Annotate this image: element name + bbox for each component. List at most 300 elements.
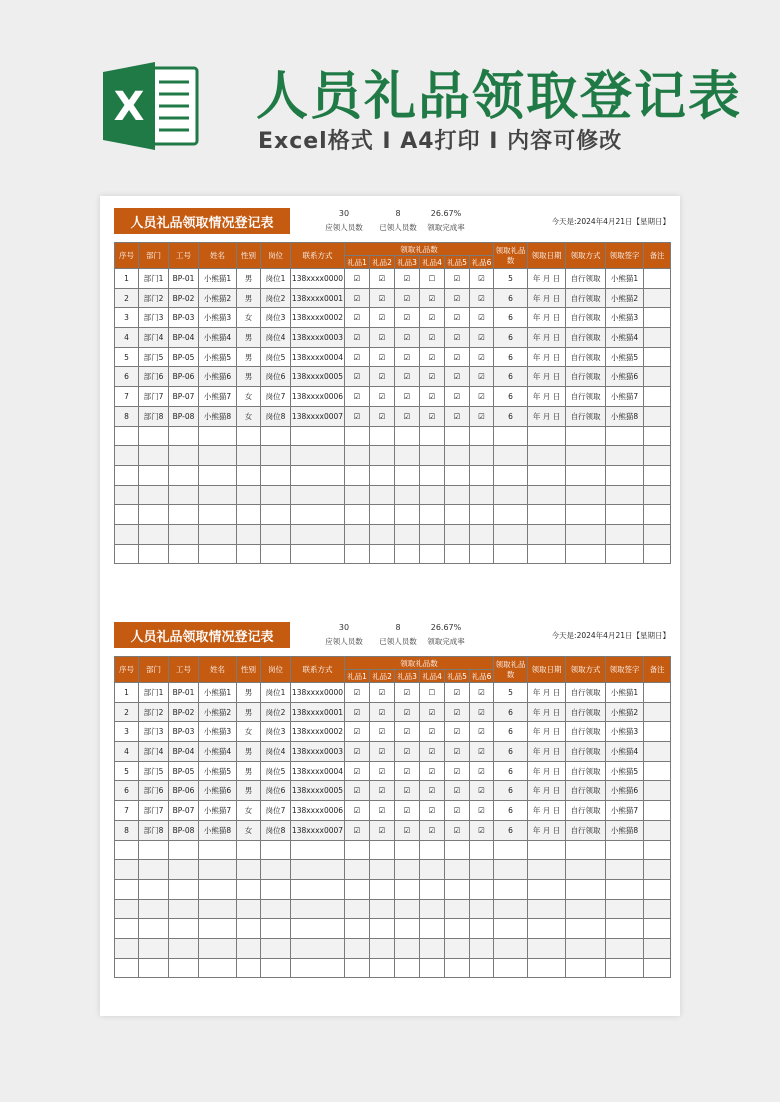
cell-empty[interactable] xyxy=(644,465,671,485)
cell-empty[interactable] xyxy=(644,544,671,564)
cell-empty[interactable] xyxy=(237,860,261,880)
cell-empty[interactable] xyxy=(370,899,395,919)
gift-checkbox[interactable]: ☑ xyxy=(445,308,470,328)
cell-empty[interactable] xyxy=(470,426,494,446)
cell-empty[interactable] xyxy=(644,919,671,939)
cell-empty[interactable] xyxy=(528,505,566,525)
cell-empty[interactable] xyxy=(395,840,420,860)
gift-checkbox[interactable]: ☑ xyxy=(345,801,370,821)
gift-checkbox[interactable]: ☑ xyxy=(370,801,395,821)
cell-empty[interactable] xyxy=(445,958,470,978)
cell-empty[interactable] xyxy=(494,524,528,544)
gift-checkbox[interactable]: ☑ xyxy=(395,288,420,308)
cell-empty[interactable] xyxy=(199,446,237,466)
gift-checkbox[interactable]: ☑ xyxy=(370,367,395,387)
cell-empty[interactable] xyxy=(606,860,644,880)
cell-empty[interactable] xyxy=(139,860,169,880)
cell-empty[interactable] xyxy=(470,544,494,564)
gift-checkbox[interactable]: ☑ xyxy=(420,722,445,742)
cell-empty[interactable] xyxy=(606,938,644,958)
cell-empty[interactable] xyxy=(370,879,395,899)
gift-checkbox[interactable]: ☑ xyxy=(420,367,445,387)
cell-empty[interactable] xyxy=(528,485,566,505)
cell-empty[interactable] xyxy=(199,524,237,544)
gift-checkbox[interactable]: ☑ xyxy=(420,406,445,426)
cell-empty[interactable] xyxy=(115,919,139,939)
gift-checkbox[interactable]: ☑ xyxy=(345,387,370,407)
cell-empty[interactable] xyxy=(115,544,139,564)
cell-empty[interactable] xyxy=(445,544,470,564)
cell-empty[interactable] xyxy=(395,919,420,939)
gift-checkbox[interactable]: ☑ xyxy=(395,722,420,742)
cell-empty[interactable] xyxy=(445,899,470,919)
cell-empty[interactable] xyxy=(606,446,644,466)
cell-empty[interactable] xyxy=(237,938,261,958)
cell-empty[interactable] xyxy=(237,465,261,485)
cell-empty[interactable] xyxy=(115,426,139,446)
cell-empty[interactable] xyxy=(470,860,494,880)
cell-empty[interactable] xyxy=(644,446,671,466)
gift-checkbox[interactable]: ☑ xyxy=(445,367,470,387)
gift-checkbox[interactable]: ☑ xyxy=(345,722,370,742)
gift-checkbox[interactable]: ☑ xyxy=(445,347,470,367)
gift-checkbox[interactable]: ☑ xyxy=(395,781,420,801)
cell-empty[interactable] xyxy=(237,505,261,525)
cell-empty[interactable] xyxy=(291,879,345,899)
gift-checkbox[interactable]: ☑ xyxy=(370,387,395,407)
gift-checkbox[interactable]: ☑ xyxy=(345,308,370,328)
cell-empty[interactable] xyxy=(445,879,470,899)
gift-checkbox[interactable]: ☑ xyxy=(445,288,470,308)
cell-empty[interactable] xyxy=(345,524,370,544)
gift-checkbox[interactable]: ☑ xyxy=(445,269,470,289)
cell-empty[interactable] xyxy=(261,879,291,899)
cell-empty[interactable] xyxy=(169,485,199,505)
cell-empty[interactable] xyxy=(291,485,345,505)
cell-empty[interactable] xyxy=(644,426,671,446)
gift-checkbox[interactable]: ☑ xyxy=(445,820,470,840)
cell-empty[interactable] xyxy=(115,958,139,978)
gift-checkbox[interactable]: ☑ xyxy=(370,820,395,840)
cell-empty[interactable] xyxy=(420,840,445,860)
cell-empty[interactable] xyxy=(169,899,199,919)
cell-empty[interactable] xyxy=(345,899,370,919)
cell-empty[interactable] xyxy=(370,544,395,564)
cell-empty[interactable] xyxy=(606,958,644,978)
cell-empty[interactable] xyxy=(370,505,395,525)
cell-empty[interactable] xyxy=(345,938,370,958)
gift-checkbox[interactable]: ☑ xyxy=(370,347,395,367)
cell-empty[interactable] xyxy=(370,840,395,860)
cell-empty[interactable] xyxy=(606,919,644,939)
cell-empty[interactable] xyxy=(370,860,395,880)
cell-empty[interactable] xyxy=(395,860,420,880)
cell-empty[interactable] xyxy=(644,879,671,899)
gift-checkbox[interactable]: ☑ xyxy=(395,308,420,328)
gift-checkbox[interactable]: ☑ xyxy=(470,761,494,781)
cell-empty[interactable] xyxy=(345,860,370,880)
gift-checkbox[interactable]: ☑ xyxy=(345,761,370,781)
cell-empty[interactable] xyxy=(445,860,470,880)
gift-checkbox[interactable]: ☐ xyxy=(420,683,445,703)
cell-empty[interactable] xyxy=(199,840,237,860)
cell-empty[interactable] xyxy=(395,485,420,505)
cell-empty[interactable] xyxy=(261,958,291,978)
gift-checkbox[interactable]: ☑ xyxy=(370,761,395,781)
cell-empty[interactable] xyxy=(528,524,566,544)
cell-empty[interactable] xyxy=(644,860,671,880)
gift-checkbox[interactable]: ☑ xyxy=(345,347,370,367)
cell-empty[interactable] xyxy=(566,485,606,505)
cell-empty[interactable] xyxy=(291,919,345,939)
cell-empty[interactable] xyxy=(139,524,169,544)
cell-empty[interactable] xyxy=(291,840,345,860)
cell-empty[interactable] xyxy=(528,544,566,564)
cell-empty[interactable] xyxy=(139,544,169,564)
cell-empty[interactable] xyxy=(420,426,445,446)
cell-empty[interactable] xyxy=(291,958,345,978)
cell-empty[interactable] xyxy=(291,465,345,485)
cell-empty[interactable] xyxy=(237,899,261,919)
cell-empty[interactable] xyxy=(345,544,370,564)
gift-checkbox[interactable]: ☑ xyxy=(445,406,470,426)
cell-empty[interactable] xyxy=(199,958,237,978)
cell-empty[interactable] xyxy=(199,938,237,958)
cell-empty[interactable] xyxy=(528,958,566,978)
cell-empty[interactable] xyxy=(606,426,644,446)
cell-empty[interactable] xyxy=(395,465,420,485)
cell-empty[interactable] xyxy=(139,958,169,978)
cell-empty[interactable] xyxy=(644,524,671,544)
gift-checkbox[interactable]: ☑ xyxy=(470,781,494,801)
gift-checkbox[interactable]: ☑ xyxy=(470,702,494,722)
gift-checkbox[interactable]: ☑ xyxy=(395,406,420,426)
cell-empty[interactable] xyxy=(395,899,420,919)
cell-empty[interactable] xyxy=(420,505,445,525)
cell-empty[interactable] xyxy=(139,840,169,860)
cell-empty[interactable] xyxy=(566,938,606,958)
gift-checkbox[interactable]: ☑ xyxy=(395,367,420,387)
cell-empty[interactable] xyxy=(139,426,169,446)
cell-empty[interactable] xyxy=(261,544,291,564)
cell-empty[interactable] xyxy=(494,958,528,978)
cell-empty[interactable] xyxy=(494,919,528,939)
gift-checkbox[interactable]: ☑ xyxy=(370,328,395,348)
cell-empty[interactable] xyxy=(644,485,671,505)
cell-empty[interactable] xyxy=(445,426,470,446)
cell-empty[interactable] xyxy=(237,919,261,939)
cell-empty[interactable] xyxy=(420,544,445,564)
cell-empty[interactable] xyxy=(528,879,566,899)
cell-empty[interactable] xyxy=(606,505,644,525)
gift-checkbox[interactable]: ☑ xyxy=(445,387,470,407)
gift-checkbox[interactable]: ☑ xyxy=(445,683,470,703)
gift-checkbox[interactable]: ☑ xyxy=(445,761,470,781)
cell-empty[interactable] xyxy=(291,426,345,446)
gift-checkbox[interactable]: ☑ xyxy=(445,742,470,762)
gift-checkbox[interactable]: ☑ xyxy=(370,683,395,703)
cell-empty[interactable] xyxy=(470,958,494,978)
cell-empty[interactable] xyxy=(169,465,199,485)
cell-empty[interactable] xyxy=(494,860,528,880)
cell-empty[interactable] xyxy=(199,465,237,485)
cell-empty[interactable] xyxy=(261,446,291,466)
cell-empty[interactable] xyxy=(644,505,671,525)
gift-checkbox[interactable]: ☑ xyxy=(470,288,494,308)
cell-empty[interactable] xyxy=(261,899,291,919)
cell-empty[interactable] xyxy=(370,919,395,939)
gift-checkbox[interactable]: ☑ xyxy=(395,761,420,781)
cell-empty[interactable] xyxy=(139,446,169,466)
cell-empty[interactable] xyxy=(199,544,237,564)
gift-checkbox[interactable]: ☑ xyxy=(345,702,370,722)
cell-empty[interactable] xyxy=(445,446,470,466)
gift-checkbox[interactable]: ☑ xyxy=(420,387,445,407)
cell-empty[interactable] xyxy=(199,426,237,446)
gift-checkbox[interactable]: ☑ xyxy=(420,781,445,801)
gift-checkbox[interactable]: ☑ xyxy=(470,347,494,367)
cell-empty[interactable] xyxy=(199,919,237,939)
cell-empty[interactable] xyxy=(345,840,370,860)
cell-empty[interactable] xyxy=(169,860,199,880)
gift-checkbox[interactable]: ☑ xyxy=(370,722,395,742)
gift-checkbox[interactable]: ☑ xyxy=(445,801,470,821)
cell-empty[interactable] xyxy=(528,860,566,880)
cell-empty[interactable] xyxy=(370,446,395,466)
gift-checkbox[interactable]: ☑ xyxy=(470,406,494,426)
cell-empty[interactable] xyxy=(169,938,199,958)
cell-empty[interactable] xyxy=(291,446,345,466)
gift-checkbox[interactable]: ☑ xyxy=(470,269,494,289)
cell-empty[interactable] xyxy=(420,919,445,939)
cell-empty[interactable] xyxy=(470,524,494,544)
cell-empty[interactable] xyxy=(566,426,606,446)
cell-empty[interactable] xyxy=(169,505,199,525)
cell-empty[interactable] xyxy=(237,426,261,446)
cell-empty[interactable] xyxy=(445,485,470,505)
cell-empty[interactable] xyxy=(261,938,291,958)
cell-empty[interactable] xyxy=(237,879,261,899)
gift-checkbox[interactable]: ☑ xyxy=(420,761,445,781)
cell-empty[interactable] xyxy=(395,958,420,978)
gift-checkbox[interactable]: ☑ xyxy=(345,269,370,289)
gift-checkbox[interactable]: ☑ xyxy=(420,702,445,722)
gift-checkbox[interactable]: ☑ xyxy=(420,288,445,308)
cell-empty[interactable] xyxy=(291,860,345,880)
cell-empty[interactable] xyxy=(345,919,370,939)
cell-empty[interactable] xyxy=(169,919,199,939)
cell-empty[interactable] xyxy=(169,879,199,899)
cell-empty[interactable] xyxy=(644,958,671,978)
cell-empty[interactable] xyxy=(370,524,395,544)
cell-empty[interactable] xyxy=(115,879,139,899)
gift-checkbox[interactable]: ☑ xyxy=(470,742,494,762)
cell-empty[interactable] xyxy=(395,879,420,899)
cell-empty[interactable] xyxy=(470,899,494,919)
cell-empty[interactable] xyxy=(420,485,445,505)
cell-empty[interactable] xyxy=(169,446,199,466)
cell-empty[interactable] xyxy=(139,465,169,485)
cell-empty[interactable] xyxy=(644,840,671,860)
cell-empty[interactable] xyxy=(345,879,370,899)
cell-empty[interactable] xyxy=(139,505,169,525)
cell-empty[interactable] xyxy=(370,485,395,505)
cell-empty[interactable] xyxy=(494,938,528,958)
gift-checkbox[interactable]: ☑ xyxy=(420,801,445,821)
gift-checkbox[interactable]: ☑ xyxy=(420,742,445,762)
cell-empty[interactable] xyxy=(494,446,528,466)
gift-checkbox[interactable]: ☑ xyxy=(370,269,395,289)
cell-empty[interactable] xyxy=(528,446,566,466)
cell-empty[interactable] xyxy=(139,938,169,958)
cell-empty[interactable] xyxy=(139,485,169,505)
gift-checkbox[interactable]: ☑ xyxy=(345,742,370,762)
gift-checkbox[interactable]: ☑ xyxy=(345,683,370,703)
cell-empty[interactable] xyxy=(199,505,237,525)
cell-empty[interactable] xyxy=(115,465,139,485)
cell-empty[interactable] xyxy=(237,544,261,564)
gift-checkbox[interactable]: ☑ xyxy=(470,308,494,328)
gift-checkbox[interactable]: ☑ xyxy=(395,347,420,367)
cell-empty[interactable] xyxy=(494,840,528,860)
cell-empty[interactable] xyxy=(115,899,139,919)
cell-empty[interactable] xyxy=(566,840,606,860)
cell-empty[interactable] xyxy=(470,485,494,505)
gift-checkbox[interactable]: ☑ xyxy=(395,328,420,348)
gift-checkbox[interactable]: ☑ xyxy=(345,820,370,840)
cell-empty[interactable] xyxy=(494,505,528,525)
cell-empty[interactable] xyxy=(494,544,528,564)
cell-empty[interactable] xyxy=(237,446,261,466)
cell-empty[interactable] xyxy=(370,938,395,958)
gift-checkbox[interactable]: ☑ xyxy=(345,406,370,426)
cell-empty[interactable] xyxy=(345,446,370,466)
cell-empty[interactable] xyxy=(237,524,261,544)
gift-checkbox[interactable]: ☑ xyxy=(470,328,494,348)
gift-checkbox[interactable]: ☑ xyxy=(395,702,420,722)
cell-empty[interactable] xyxy=(566,899,606,919)
cell-empty[interactable] xyxy=(566,919,606,939)
gift-checkbox[interactable]: ☑ xyxy=(395,387,420,407)
cell-empty[interactable] xyxy=(115,485,139,505)
cell-empty[interactable] xyxy=(494,465,528,485)
cell-empty[interactable] xyxy=(370,958,395,978)
gift-checkbox[interactable]: ☑ xyxy=(395,269,420,289)
cell-empty[interactable] xyxy=(566,544,606,564)
cell-empty[interactable] xyxy=(237,840,261,860)
cell-empty[interactable] xyxy=(261,485,291,505)
gift-checkbox[interactable]: ☑ xyxy=(470,387,494,407)
cell-empty[interactable] xyxy=(395,544,420,564)
gift-checkbox[interactable]: ☑ xyxy=(345,288,370,308)
cell-empty[interactable] xyxy=(420,446,445,466)
gift-checkbox[interactable]: ☑ xyxy=(420,328,445,348)
cell-empty[interactable] xyxy=(494,426,528,446)
cell-empty[interactable] xyxy=(528,426,566,446)
gift-checkbox[interactable]: ☑ xyxy=(370,702,395,722)
cell-empty[interactable] xyxy=(494,879,528,899)
cell-empty[interactable] xyxy=(169,544,199,564)
cell-empty[interactable] xyxy=(169,840,199,860)
cell-empty[interactable] xyxy=(261,919,291,939)
gift-checkbox[interactable]: ☑ xyxy=(470,801,494,821)
cell-empty[interactable] xyxy=(566,465,606,485)
cell-empty[interactable] xyxy=(445,840,470,860)
cell-empty[interactable] xyxy=(445,505,470,525)
cell-empty[interactable] xyxy=(115,840,139,860)
cell-empty[interactable] xyxy=(470,446,494,466)
gift-checkbox[interactable]: ☑ xyxy=(345,367,370,387)
cell-empty[interactable] xyxy=(291,524,345,544)
cell-empty[interactable] xyxy=(237,958,261,978)
cell-empty[interactable] xyxy=(470,465,494,485)
cell-empty[interactable] xyxy=(345,465,370,485)
cell-empty[interactable] xyxy=(494,485,528,505)
cell-empty[interactable] xyxy=(644,899,671,919)
gift-checkbox[interactable]: ☑ xyxy=(420,308,445,328)
cell-empty[interactable] xyxy=(370,426,395,446)
cell-empty[interactable] xyxy=(395,426,420,446)
cell-empty[interactable] xyxy=(291,899,345,919)
cell-empty[interactable] xyxy=(345,958,370,978)
gift-checkbox[interactable]: ☑ xyxy=(345,328,370,348)
cell-empty[interactable] xyxy=(395,938,420,958)
cell-empty[interactable] xyxy=(395,446,420,466)
cell-empty[interactable] xyxy=(420,899,445,919)
cell-empty[interactable] xyxy=(445,919,470,939)
cell-empty[interactable] xyxy=(199,879,237,899)
cell-empty[interactable] xyxy=(606,485,644,505)
cell-empty[interactable] xyxy=(445,524,470,544)
cell-empty[interactable] xyxy=(528,840,566,860)
gift-checkbox[interactable]: ☑ xyxy=(470,367,494,387)
cell-empty[interactable] xyxy=(420,524,445,544)
cell-empty[interactable] xyxy=(420,958,445,978)
cell-empty[interactable] xyxy=(494,899,528,919)
cell-empty[interactable] xyxy=(139,879,169,899)
cell-empty[interactable] xyxy=(606,524,644,544)
gift-checkbox[interactable]: ☑ xyxy=(370,742,395,762)
cell-empty[interactable] xyxy=(199,899,237,919)
cell-empty[interactable] xyxy=(261,505,291,525)
cell-empty[interactable] xyxy=(528,938,566,958)
gift-checkbox[interactable]: ☑ xyxy=(345,781,370,801)
cell-empty[interactable] xyxy=(199,485,237,505)
cell-empty[interactable] xyxy=(115,524,139,544)
cell-empty[interactable] xyxy=(395,505,420,525)
cell-empty[interactable] xyxy=(291,544,345,564)
cell-empty[interactable] xyxy=(169,524,199,544)
cell-empty[interactable] xyxy=(395,524,420,544)
gift-checkbox[interactable]: ☑ xyxy=(395,742,420,762)
cell-empty[interactable] xyxy=(566,879,606,899)
cell-empty[interactable] xyxy=(237,485,261,505)
cell-empty[interactable] xyxy=(606,840,644,860)
gift-checkbox[interactable]: ☑ xyxy=(395,820,420,840)
cell-empty[interactable] xyxy=(566,958,606,978)
cell-empty[interactable] xyxy=(606,899,644,919)
cell-empty[interactable] xyxy=(445,938,470,958)
cell-empty[interactable] xyxy=(445,465,470,485)
cell-empty[interactable] xyxy=(606,544,644,564)
cell-empty[interactable] xyxy=(420,938,445,958)
gift-checkbox[interactable]: ☑ xyxy=(470,820,494,840)
cell-empty[interactable] xyxy=(115,505,139,525)
cell-empty[interactable] xyxy=(139,919,169,939)
gift-checkbox[interactable]: ☑ xyxy=(470,683,494,703)
gift-checkbox[interactable]: ☑ xyxy=(420,820,445,840)
gift-checkbox[interactable]: ☑ xyxy=(470,722,494,742)
